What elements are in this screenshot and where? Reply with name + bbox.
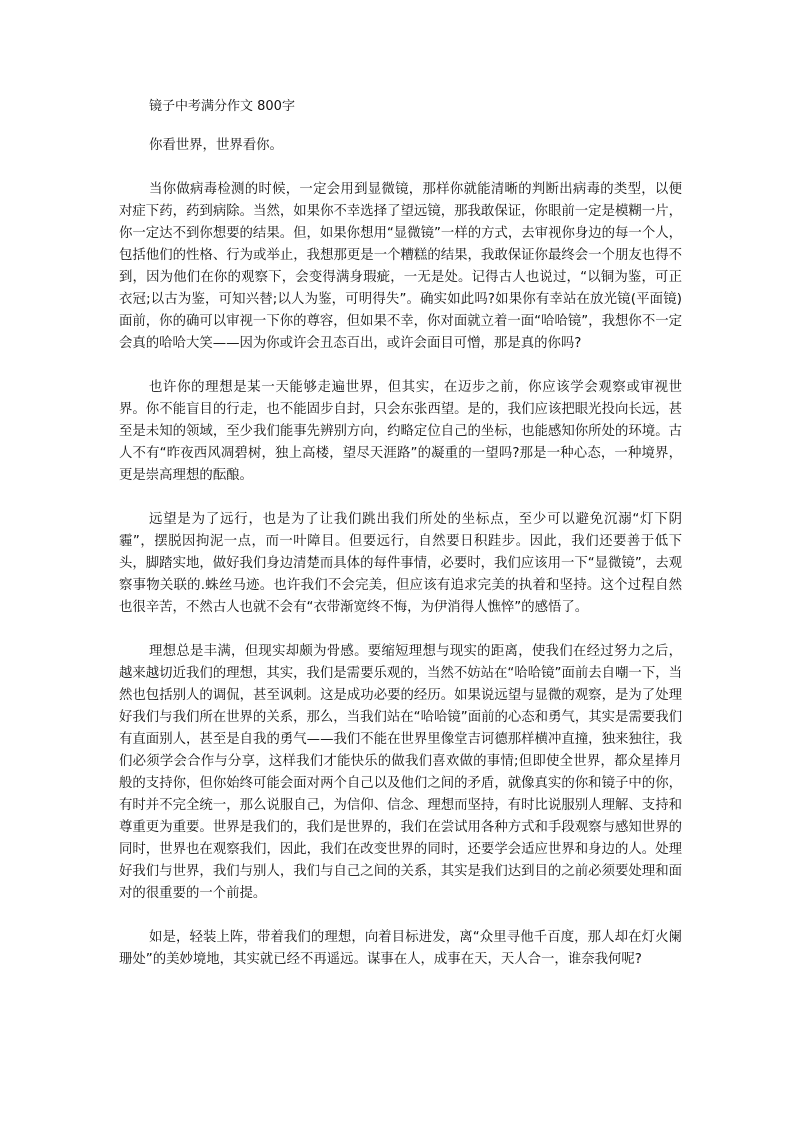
paragraph-microscope: 当你做病毒检测的时候，一定会用到显微镜，那样你就能清晰的判断出病毒的类型，以便对症下药，药到病除。当然，如果你不幸选择了望远镜，那我敢保证，你眼前一定是模糊一片，你一定达不到你想要的结果。但，如果你想用“显微镜”一样的方式，去审视你身边的每一个人，包括他们的性格、行为或举止，我想那更是一个糟糕的结果，我敢保证你最终会一个朋友也得不到，因为他们在你的观察下，会变得满身瑕疵，一无是处。记得古人也说过，“以铜为鉴，可正衣冠;以古为鉴，可知兴替;以人为鉴，可明得失”。确实如此吗?如果你有幸站在放光镜(平面镜)面前，你的确可以审视一下你的尊容，但如果不幸，你对面就立着一面“哈哈镜”，我想你不一定会真的哈哈大笑——因为你或许会丑态百出，或许会面目可憎，那是真的你吗? <box>119 182 682 351</box>
paragraph-ideal: 也许你的理想是某一天能够走遍世界，但其实，在迈步之前，你应该学会观察或审视世界。你不能盲目的行走，也不能固步自封，只会东张西望。是的，我们应该把眼光投向长远，甚至是未知的领域，至少我们能事先辨别方向，约略定位自己的坐标，也能感知你所处的环境。古人不有“昨夜西风凋碧树，独上高楼，望尽天涯路”的凝重的一望吗?那是一种心态，一种境界，更是崇高理想的酝酿。 <box>119 380 682 483</box>
paragraph-opening: 你看世界，世界看你。 <box>149 138 283 153</box>
paragraph-far-sight: 远望是为了远行，也是为了让我们跳出我们所处的坐标点，至少可以避免沉溺“灯下阴霾”，摆脱因拘泥一点，而一叶障目。但要远行，自然要日积跬步。因此，我们还要善于低下头，脚踏实地，做好我们身边清楚而具体的每件事情，必要时，我们应该用一下“显微镜”，去观察事物关联的.蛛丝马迹。也许我们不会完美，但应该有追求完美的执着和坚持。这个过程自然也很辛苦，不然古人也就不会有“衣带渐宽终不悔，为伊消得人憔悴”的感悟了。 <box>119 512 682 615</box>
document-title: 镜子中考满分作文 800字 <box>149 99 295 114</box>
paragraph-reality: 理想总是丰满，但现实却颇为骨感。要缩短理想与现实的距离，使我们在经过努力之后，越来越切近我们的理想，其实，我们是需要乐观的，当然不妨站在“哈哈镜”面前去自嘲一下，当然也包括别人的调侃，甚至讽刺。这是成功必要的经历。如果说远望与显微的观察，是为了处理好我们与我们所在世界的关系，那么，当我们站在“哈哈镜”面前的心态和勇气，其实是需要我们有直面别人，甚至是自我的勇气——我们不能在世界里像堂吉诃德那样横冲直撞，独来独往，我们必须学会合作与分享，这样我们才能快乐的做我们喜欢做的事情;但即使全世界，都众星捧月般的支持你，但你始终可能会面对两个自己以及他们之间的矛盾，就像真实的你和镜子中的你，有时并不完全统一，那么说服自己，为信仰、信念、理想而坚持，有时比说服别人理解、支持和尊重更为重要。世界是我们的，我们是世界的，我们在尝试用各种方式和手段观察与感知世界的同时，世界也在观察我们，因此，我们在改变世界的同时，还要学会适应世界和身边的人。处理好我们与世界，我们与别人，我们与自己之间的关系，其实是我们达到目的之前必须要处理和面对的很重要的一个前提。 <box>119 644 682 901</box>
paragraph-conclusion: 如是，轻装上阵，带着我们的理想，向着目标进发，离“众里寻他千百度，那人却在灯火阑珊处”的美妙境地，其实就已经不再遥远。谋事在人，成事在天，天人合一，谁奈我何呢? <box>119 930 682 967</box>
